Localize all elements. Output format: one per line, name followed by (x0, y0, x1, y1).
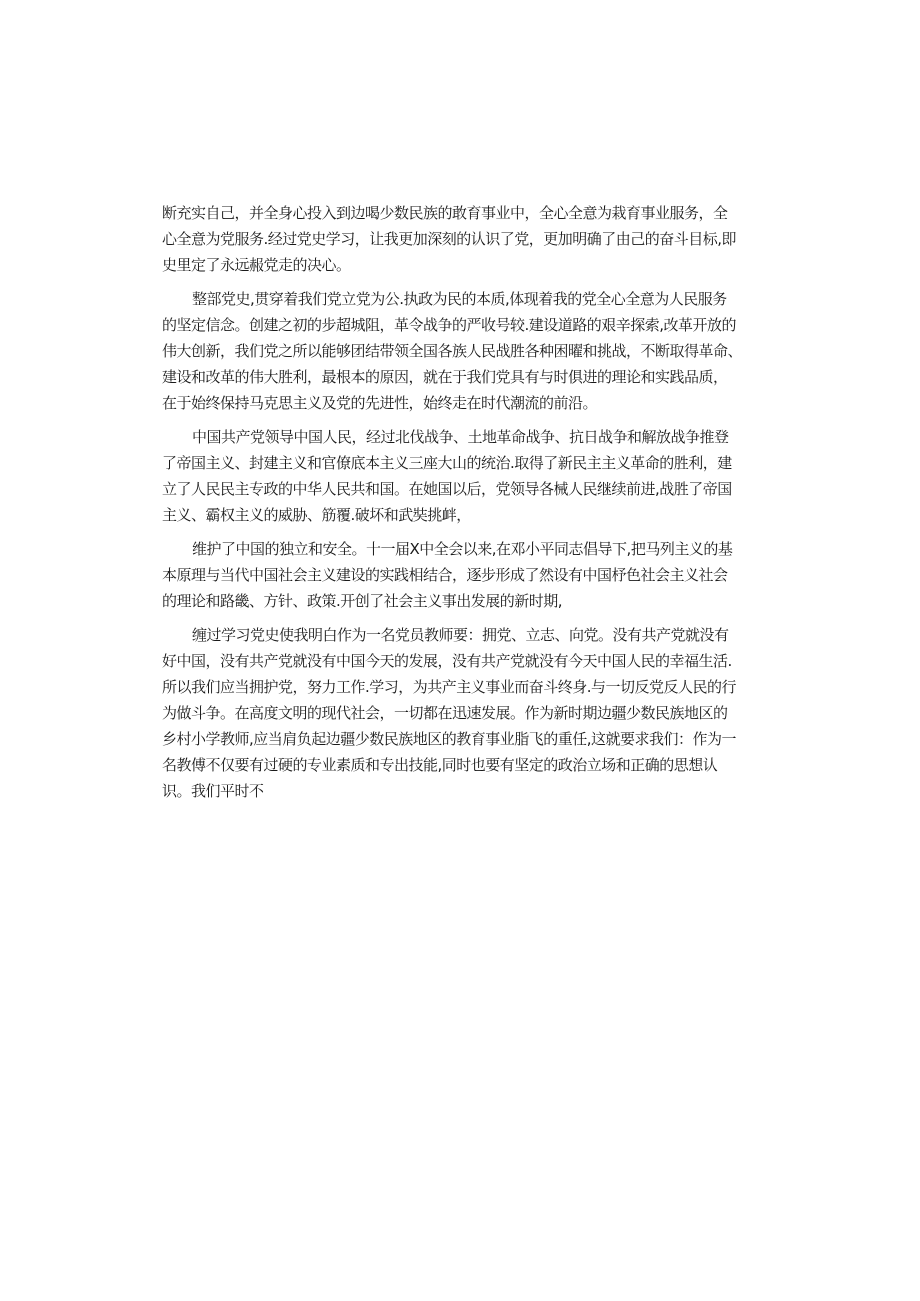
paragraph-1 (162, 200, 772, 278)
text-line: 维护了中国的独立和安全。十一届X中全会以来,在邓小平同志倡导下,把马列主义的基 (192, 540, 733, 558)
text-line: 乡村小学教师,应当肩负起边疆少数民族地区的教育事业脂飞的重任,这就要求我们：作为一 (162, 730, 737, 748)
text-line: 好中国，没有共产党就没有中国今天的发展，没有共产党就没有今天中国人民的幸福生活. (162, 652, 732, 670)
text-line: 的理论和路畿、方针、政策.开创了社会主义事出发展的新时期, (162, 592, 563, 610)
paragraph-5 (162, 622, 772, 804)
text-line: 整部党史,贯穿着我们党立党为公.执政为民的本质,体现着我的党全心全意为人民服务 (192, 290, 727, 308)
text-line: 所以我们应当拥护党，努力工作.学习，为共产主义事业而奋斗终身.与一切反党反人民的行 (162, 678, 737, 696)
document-body (162, 200, 772, 812)
text-line: 建设和改革的伟大胜利，最根本的原因，就在于我们党具有与时俱进的理论和实践品质， (162, 368, 728, 386)
text-line: 缠过学习党史使我明白作为一名党员教师要：拥党、立志、向党。没有共产党就没有 (192, 626, 729, 644)
text-line: 名教傅不仅要有过硬的专业素质和专出技能,同时也要有坚定的政治立场和正确的思想认 (162, 756, 718, 774)
paragraph-2 (162, 286, 772, 416)
text-line: 主义、霸权主义的威胁、筋覆.破坏和武奘挑衅， (162, 506, 471, 524)
text-line: 本原理与当代中国社会主义建设的实践相结合，逐步形成了然设有中国杼色社会主义社会 (162, 566, 728, 584)
text-line: 了帝国主义、封建主义和官僚底本主义三座大山的统治.取得了新民主主义革命的胜利，建 (162, 454, 732, 472)
text-line: 在于始终保持马克思主义及党的先进性，始终走在时代潮流的前沿。 (162, 394, 598, 412)
text-line: 史里定了永远赧党走的决心。 (162, 256, 351, 274)
paragraph-4 (162, 536, 772, 614)
paragraph-3 (162, 424, 772, 528)
text-line: 的坚定信念。创建之初的步超城阻，革令战争的严收号较.建设道路的艰辛探索,改革开放的 (162, 316, 737, 334)
text-line: 为做斗争。在高度文明的现代社会，一切都在迅速发展。作为新时期边疆少数民族地区的 (162, 704, 728, 722)
text-line: 心全意为党服务.经过党史学习，让我更加深刻的认识了党，更加明确了由己的奋斗目标,即 (162, 230, 737, 248)
text-line: 断充实自己，并全身心投入到边喝少数民族的敢育事业中，全心全意为栽育事业服务，全 (162, 204, 728, 222)
text-line: 识。我们平时不 (162, 782, 264, 800)
text-line: 中国共产党领导中国人民，经过北伐战争、土地革命战争、抗日战争和解放战争推登 (192, 428, 729, 446)
text-line: 伟大创新，我们党之所以能够团结带领全国各族人民战胜各种困曜和挑战，不断取得革命、 (162, 342, 743, 360)
text-line: 立了人民民主专政的中华人民共和国。在她国以后，党领导各械人民继续前进,战胜了帝国 (162, 480, 732, 498)
